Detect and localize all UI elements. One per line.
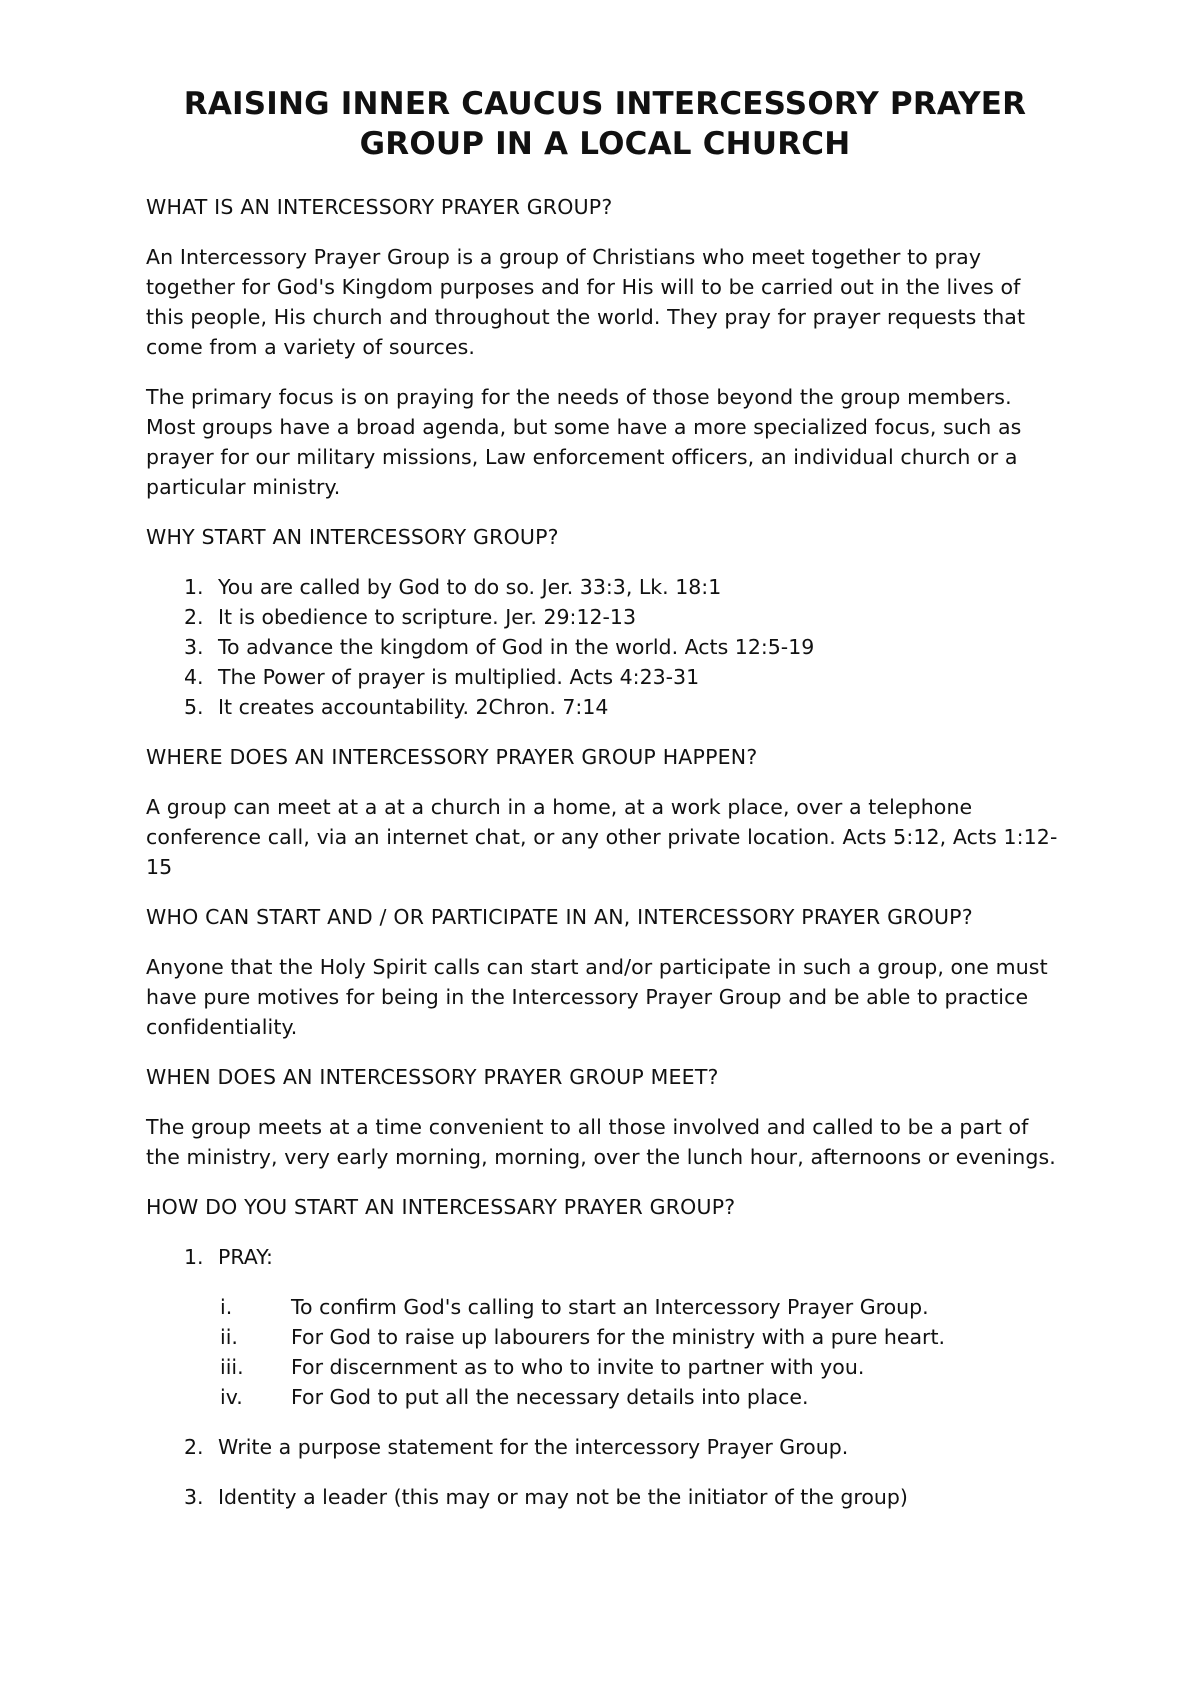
list-item (146, 572, 1064, 602)
list-item-text: The Power of prayer is multiplied. Acts 4:23-31 (218, 665, 700, 689)
section-heading-what: WHAT IS AN INTERCESSORY PRAYER GROUP? (146, 195, 613, 219)
sublist-item-text: For God to raise up labourers for the ministry with a pure heart. (291, 1325, 945, 1349)
list-item (146, 1242, 1064, 1272)
pray-sublist (146, 1292, 1064, 1412)
why-reasons-list (146, 572, 1064, 722)
list-item (146, 692, 1064, 722)
sublist-item (146, 1382, 1064, 1412)
document-title: RAISING INNER CAUCUS INTERCESSORY PRAYER GROUP IN A LOCAL CHURCH (183, 86, 1027, 162)
list-number: 4. (184, 665, 204, 689)
paragraph-what-1: An Intercessory Prayer Group is a group of Christians who meet together to pray together for God's Kingdom purposes and for His will to be carried out in the lives of this people, His church and throughout the world. They pray for prayer requests that come from a variety of sources. (146, 245, 1026, 359)
sublist-item (146, 1322, 1064, 1352)
roman-number: iv. (220, 1385, 243, 1409)
list-number: 2. (184, 605, 204, 629)
list-item (146, 1432, 1064, 1462)
list-number: 5. (184, 695, 204, 719)
list-item (146, 1482, 1064, 1512)
sublist-item-text: For discernment as to who to invite to partner with you. (291, 1355, 865, 1379)
section-heading-when: WHEN DOES AN INTERCESSORY PRAYER GROUP MEET? (146, 1065, 719, 1089)
list-item (146, 662, 1064, 692)
list-item-text: You are called by God to do so. Jer. 33:3, Lk. 18:1 (218, 575, 722, 599)
sublist-item-text: To confirm God's calling to start an Intercessory Prayer Group. (291, 1295, 929, 1319)
list-number: 1. (184, 575, 204, 599)
section-heading-how: HOW DO YOU START AN INTERCESSARY PRAYER GROUP? (146, 1195, 736, 1219)
how-steps-list (146, 1242, 1064, 1272)
section-heading-who: WHO CAN START AND / OR PARTICIPATE IN AN, INTERCESSORY PRAYER GROUP? (146, 905, 973, 929)
list-number: 2. (184, 1435, 204, 1459)
list-item-text: PRAY: (218, 1245, 273, 1269)
paragraph-who: Anyone that the Holy Spirit calls can start and/or participate in such a group, one must have pure motives for being in the Intercessory Prayer Group and be able to practice confidentiality. (146, 955, 1048, 1039)
paragraph-what-2: The primary focus is on praying for the needs of those beyond the group members. Most groups have a broad agenda, but some have a more specialized focus, such as prayer for our military missions, Law enforcement officers, an individual church or a particular ministry. (146, 385, 1022, 499)
list-number: 1. (184, 1245, 204, 1269)
list-item-text: Identity a leader (this may or may not be the initiator of the group) (218, 1485, 908, 1509)
list-item-text: Write a purpose statement for the intercessory Prayer Group. (218, 1435, 849, 1459)
sublist-item (146, 1292, 1064, 1322)
paragraph-where: A group can meet at a at a church in a home, at a work place, over a telephone conference call, via an internet chat, or any other private location. Acts 5:12, Acts 1:12-15 (146, 795, 1058, 879)
list-item (146, 632, 1064, 662)
list-item-text: To advance the kingdom of God in the world. Acts 12:5-19 (218, 635, 815, 659)
how-steps-list-continued (146, 1432, 1064, 1512)
list-number: 3. (184, 1485, 204, 1509)
section-heading-why: WHY START AN INTERCESSORY GROUP? (146, 525, 559, 549)
roman-number: iii. (220, 1355, 244, 1379)
section-heading-where: WHERE DOES AN INTERCESSORY PRAYER GROUP HAPPEN? (146, 745, 758, 769)
sublist-item (146, 1352, 1064, 1382)
list-number: 3. (184, 635, 204, 659)
sublist-item-text: For God to put all the necessary details into place. (291, 1385, 809, 1409)
list-item (146, 602, 1064, 632)
paragraph-when: The group meets at a time convenient to all those involved and called to be a part of the ministry, very early morning, morning, over the lunch hour, afternoons or evenings. (146, 1115, 1056, 1169)
list-item-text: It is obedience to scripture. Jer. 29:12-13 (218, 605, 637, 629)
roman-number: ii. (220, 1325, 238, 1349)
roman-number: i. (220, 1295, 233, 1319)
list-item-text: It creates accountability. 2Chron. 7:14 (218, 695, 609, 719)
